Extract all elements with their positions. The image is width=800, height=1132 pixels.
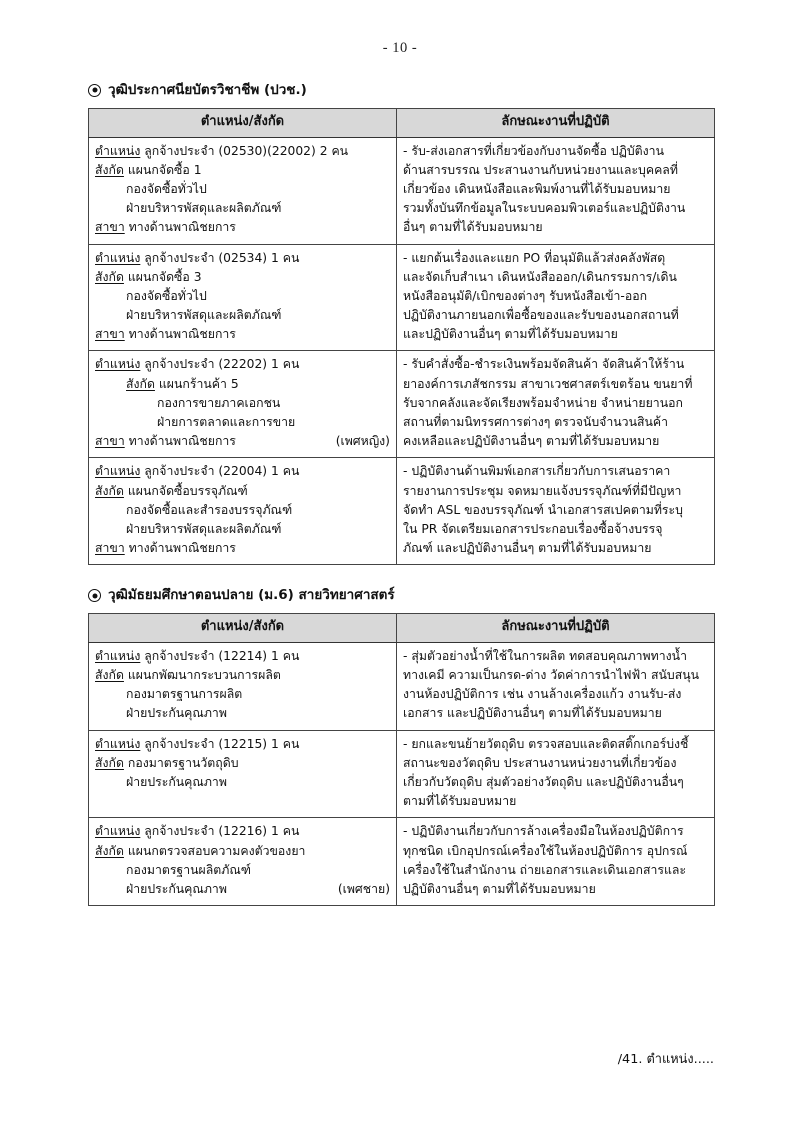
duty-line: ปฏิบัติงานภายนอกเพื่อซื้อของและรับของนอกสถานที่ [403,308,679,323]
department-line: ฝ่ายประกันคุณภาพ [126,706,227,721]
duty-line: ตามที่ได้รับมอบหมาย [403,794,517,809]
position-detail: ลูกจ้างประจำ (12214) 1 คน [140,648,300,663]
job-table-1 [88,108,715,565]
affiliation-line [95,754,390,773]
position-label: ตำแหน่ง [95,357,141,372]
position-line [95,249,390,268]
duty-line: และจัดเก็บสำเนา เดินหนังสือออก/เดินกรรมการ/เดิน [403,269,677,284]
section-heading-1-label: วุฒิประกาศนียบัตรวิชาชีพ (ปวช.) [108,82,307,98]
table-row [89,730,715,818]
table-row [89,458,715,565]
branch-text [95,432,236,451]
affiliation-label: สังกัด [95,843,124,858]
table-row [89,818,715,906]
branch-label: สาขา [95,541,125,556]
duties-cell [397,730,715,818]
branch-label: สาขา [95,434,125,449]
section-heading-1 [88,82,714,99]
branch-line [95,218,390,237]
duty-line: ภัณฑ์ และปฏิบัติงานอื่นๆ ตามที่ได้รับมอบหมาย [403,541,652,556]
division-line: กองการขายภาคเอกชน [157,395,281,410]
position-line [95,822,390,841]
table-header-row [89,614,715,643]
division-line: กองจัดซื้อทั่วไป [126,182,207,197]
affiliation-line [95,161,390,180]
affiliation-line [95,268,390,287]
position-cell [89,818,397,906]
affiliation-value: แผนกร้านค้า 5 [158,376,239,391]
position-detail: ลูกจ้างประจำ (22202) 1 คน [140,357,300,372]
table-row [89,137,715,244]
affiliation-line [95,666,390,685]
affiliation-value: แผนกพัฒนากระบวนการผลิต [127,668,281,683]
duty-line: - รับคำสั่งซื้อ-ชำระเงินพร้อมจัดสินค้า จัดสินค้าให้ร้าน [403,357,685,372]
duty-line: สถานะของวัตถุดิบ ประสานงานหน่วยงานที่เกี่ยวข้อง [403,755,677,770]
position-cell [89,244,397,351]
position-detail: ลูกจ้างประจำ (02534) 1 คน [140,250,300,265]
duty-line: - ปฏิบัติงานด้านพิมพ์เอกสารเกี่ยวกับการเสนอราคา [403,464,671,479]
affiliation-label: สังกัด [95,269,124,284]
branch-label: สาขา [95,220,125,235]
gender-note: (เพศชาย) [337,881,390,896]
duty-line: สถานที่ตามนิทรรศการต่างๆ ตรวจนับจำนวนสินค้า [403,415,669,429]
column-header-duties: ลักษณะงานที่ปฏิบัติ [397,108,715,137]
table-row [89,351,715,458]
affiliation-value: แผนกจัดซื้อ 3 [127,269,202,284]
duty-line: ปฏิบัติงานอื่นๆ ตามที่ได้รับมอบหมาย [403,881,596,896]
affiliation-value: กองมาตรฐานวัตถุดิบ [127,755,239,770]
department-line-row [95,880,390,899]
department-line: ฝ่ายบริหารพัสดุและผลิตภัณฑ์ [126,521,282,536]
section-heading-2 [88,587,714,604]
branch-line [95,325,390,344]
duty-line: ทางเคมี ความเป็นกรด-ด่าง วัดค่าการนำไฟฟ้า สนับสนุน [403,668,700,683]
branch-label: สาขา [95,327,125,342]
column-header-position: ตำแหน่ง/สังกัด [89,614,397,643]
position-label: ตำแหน่ง [95,250,141,265]
duty-line: งานห้องปฏิบัติการ เช่น งานล้างเครื่องแก้ว งานรับ-ส่ง [403,687,682,702]
position-line [95,735,390,754]
duty-line: ด้านสารบรรณ ประสานงานกับหน่วยงานและบุคคลที่ [403,162,678,177]
department-line: ฝ่ายการตลาดและการขาย [157,415,296,429]
position-cell [89,730,397,818]
duties-cell [397,137,715,244]
duty-line: รับจากคลังและจัดเรียงพร้อมจำหน่าย จำหน่ายยานอก [403,395,683,410]
position-line [95,142,390,161]
affiliation-label: สังกัด [126,376,155,391]
branch-line [95,539,390,558]
position-label: ตำแหน่ง [95,648,141,663]
column-header-duties: ลักษณะงานที่ปฏิบัติ [397,614,715,643]
position-cell [89,137,397,244]
section-heading-2-label: วุฒิมัธยมศึกษาตอนปลาย (ม.6) สายวิทยาศาสตร์ [108,587,395,604]
position-detail: ลูกจ้างประจำ (22004) 1 คน [140,464,300,479]
duties-cell [397,458,715,565]
table-row [89,642,715,730]
duties-cell [397,244,715,351]
duty-line: - ปฏิบัติงานเกี่ยวกับการล้างเครื่องมือในห้องปฏิบัติการ [403,824,684,839]
page-number: - 10 - [382,40,418,56]
table-header-row [89,108,715,137]
division-line: กองจัดซื้อทั่วไป [126,288,207,303]
department-line: ฝ่ายประกันคุณภาพ [126,881,227,896]
job-table-2 [88,613,715,906]
department-line: ฝ่ายบริหารพัสดุและผลิตภัณฑ์ [126,201,282,216]
document-content [88,82,714,906]
column-header-position: ตำแหน่ง/สังกัด [89,108,397,137]
division-line: กองมาตรฐานการผลิต [126,687,243,702]
position-label: ตำแหน่ง [95,736,141,751]
duty-line: - รับ-ส่งเอกสารที่เกี่ยวข้องกับงานจัดซื้อ ปฏิบัติงาน [403,143,664,158]
duty-line: จัดทำ ASL ของบรรจุภัณฑ์ นำเอกสารสเปคตามที่ระบุ [403,502,683,517]
affiliation-line [95,842,390,861]
duty-line: เกี่ยวกับวัตถุดิบ สุ่มตัวอย่างวัตถุดิบ และปฏิบัติงานอื่นๆ [403,775,684,789]
branch-value: ทางด้านพาณิชยการ [128,434,236,449]
division-line: กองมาตรฐานผลิตภัณฑ์ [126,862,251,877]
duty-line: - สุ่มตัวอย่างน้ำที่ใช้ในการผลิต ทดสอบคุณภาพทางน้ำ [403,648,687,663]
affiliation-value: แผนกตรวจสอบความคงตัวของยา [127,843,306,858]
position-cell [89,458,397,565]
branch-value: ทางด้านพาณิชยการ [128,327,236,342]
duty-line: รวมทั้งบันทึกข้อมูลในระบบคอมพิวเตอร์และปฏิบัติงาน [403,201,686,216]
duty-line: และปฏิบัติงานอื่นๆ ตามที่ได้รับมอบหมาย [403,327,618,342]
position-detail: ลูกจ้างประจำ (12216) 1 คน [140,824,300,839]
division-line: ฝ่ายประกันคุณภาพ [126,775,227,789]
position-detail: ลูกจ้างประจำ (02530)(22002) 2 คน [140,143,349,158]
affiliation-value: แผนกจัดซื้อ 1 [127,162,202,177]
position-cell [89,351,397,458]
department-line: ฝ่ายบริหารพัสดุและผลิตภัณฑ์ [126,308,282,323]
gender-note: (เพศหญิง) [335,434,390,449]
affiliation-label: สังกัด [95,668,124,683]
position-line [95,355,390,374]
branch-value: ทางด้านพาณิชยการ [128,220,236,235]
position-label: ตำแหน่ง [95,143,141,158]
branch-text [95,325,236,344]
position-cell [89,642,397,730]
footer-continuation-note: /41. ตำแหน่ง..... [617,1052,714,1067]
duties-cell [397,351,715,458]
duties-cell [397,818,715,906]
duty-line: อื่นๆ ตามที่ได้รับมอบหมาย [403,220,543,235]
position-line [95,462,390,481]
filled-circle-bullet-icon [88,84,101,97]
duty-line: คงเหลือและปฏิบัติงานอื่นๆ ตามที่ได้รับมอบหมาย [403,434,660,449]
branch-line [95,432,390,451]
duties-cell [397,642,715,730]
position-label: ตำแหน่ง [95,824,141,839]
affiliation-line [95,482,390,501]
duty-line: รายงานการประชุม จดหมายแจ้งบรรจุภัณฑ์ที่มีปัญหา [403,483,682,498]
duty-line: เครื่องใช้ในสำนักงาน ถ่ายเอกสารและเดินเอกสารและ [403,862,687,877]
affiliation-label: สังกัด [95,162,124,177]
division-line: กองจัดซื้อและสำรองบรรจุภัณฑ์ [126,502,293,517]
branch-text [95,218,236,237]
duty-line: หนังสืออนุมัติ/เบิกของต่างๆ รับหนังสือเข้า-ออก [403,288,648,303]
duty-line: เอกสาร และปฏิบัติงานอื่นๆ ตามที่ได้รับมอบหมาย [403,706,662,721]
affiliation-label: สังกัด [95,483,124,498]
branch-value: ทางด้านพาณิชยการ [128,541,236,556]
position-label: ตำแหน่ง [95,464,141,479]
duty-line: ใน PR จัดเตรียมเอกสารประกอบเรื่องซื้อจ้างบรรจุ [403,521,663,536]
position-line [95,647,390,666]
affiliation-label: สังกัด [95,755,124,770]
duty-line: เกี่ยวข้อง เดินหนังสือและพิมพ์งานที่ได้รับมอบหมาย [403,182,671,197]
duty-line: - ยกและขนย้ายวัตถุดิบ ตรวจสอบและติดสติ๊กเกอร์บ่งชี้ [403,736,689,751]
affiliation-line [95,375,390,394]
duty-line: - แยกต้นเรื่องและแยก PO ที่อนุมัติแล้วส่งคลังพัสดุ [403,250,666,265]
affiliation-value: แผนกจัดซื้อบรรจุภัณฑ์ [127,483,248,498]
table-row [89,244,715,351]
duty-line: ยาองค์การเภสัชกรรม สาขาเวชศาสตร์เขตร้อน ขนยาที่ [403,376,693,391]
branch-text [95,539,236,558]
filled-circle-bullet-icon [88,589,101,602]
duty-line: ทุกชนิด เบิกอุปกรณ์เครื่องใช้ในห้องปฏิบัติการ อุปกรณ์ [403,843,688,858]
position-detail: ลูกจ้างประจำ (12215) 1 คน [140,736,300,751]
